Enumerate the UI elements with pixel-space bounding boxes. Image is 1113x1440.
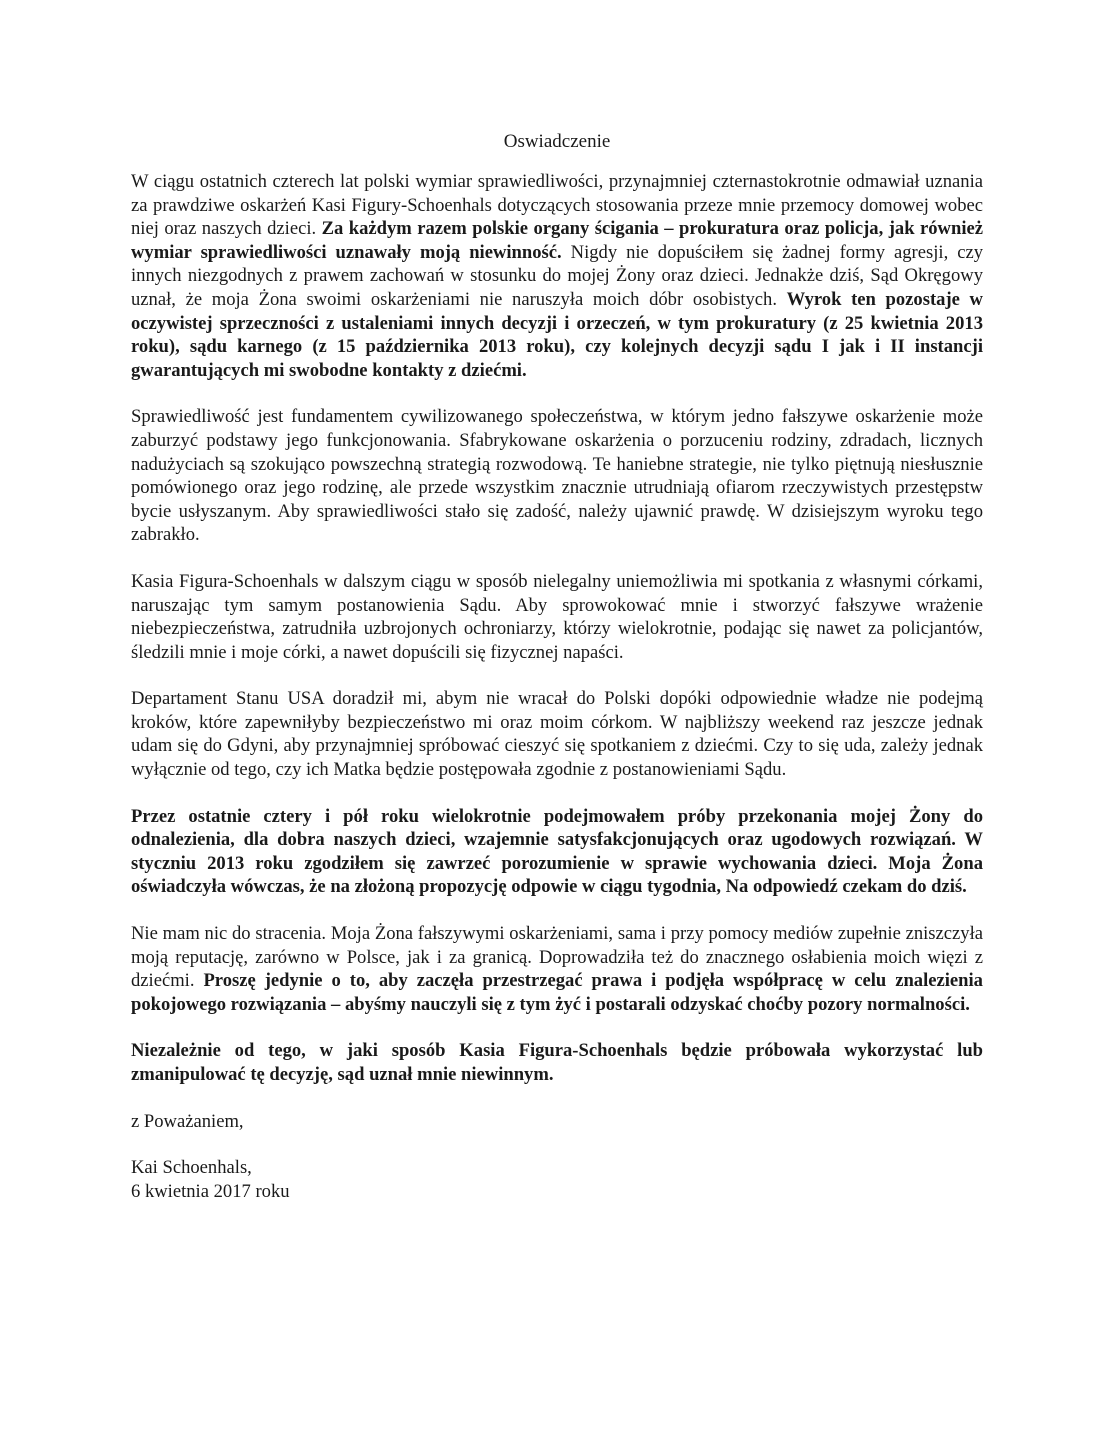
bold-text: Wyrok ten pozostaje w oczywistej sprzeczności z ustaleniami innych decyzji i orzeczeń, w tym prokuratury (z 25 kwietnia 2013 roku), sądu karnego (z 15 października 2013 roku), czy kolejnych decyzji sądu I jak i II instancji gwarantujących mi swobodne kontakty z dziećmi.	[131, 288, 983, 381]
paragraph-text: Departament Stanu USA doradził mi, abym nie wracał do Polski dopóki odpowiednie władze nie podejmą kroków, które zapewniłyby bezpieczeństwo mi oraz moim córkom. W najbliższy weekend raz jeszcze jednak udam się do Gdyni, aby przynajmniej spróbować cieszyć się spotkaniem z dziećmi. Czy to się uda, zależy jednak wyłącznie od tego, czy ich Matka będzie postępowała zgodnie z postanowieniami Sądu.	[131, 688, 983, 781]
paragraph-text: Nigdy nie dopuściłem się żadnej formy agresji, czy innych niezgodnych z prawem zachowań w stosunku do mojej Żony oraz dzieci. Jednakże dziś, Sąd Okręgowy uznał, że moja Żona swoimi oskarżeniami nie naruszyła moich dóbr osobistych.	[131, 241, 983, 310]
paragraph-7	[131, 1039, 983, 1086]
signature-name: Kai Schoenhals,	[131, 1157, 252, 1179]
letter	[131, 128, 983, 1203]
paragraph-text: Nie mam nic do stracenia. Moja Żona fałszywymi oskarżeniami, sama i przy pomocy mediów zupełnie zniszczyła moją reputację, zarówno w Polsce, jak i za granicą. Doprowadziła też do znacznego osłabienia moich więzi z dziećmi.	[131, 923, 983, 992]
paragraph-6	[131, 922, 983, 1016]
bold-text: Za każdym razem polskie organy ścigania – prokuratura oraz policja, jak również wymiar sprawiedliwości uznawały moją niewinność.	[131, 218, 983, 263]
paragraph-3	[131, 570, 983, 664]
bold-text: Niezależnie od tego, w jaki sposób Kasia Figura-Schoenhals będzie próbowała wykorzystać lub zmanipulować tę decyzję, sąd uznał mnie niewinnym.	[131, 1040, 983, 1085]
paragraph-1	[131, 170, 983, 382]
paragraph-text: Sprawiedliwość jest fundamentem cywilizowanego społeczeństwa, w którym jedno fałszywe oskarżenie może zaburzyć podstawy jego funkcjonowania. Sfabrykowane oskarżenia o porzuceniu rodziny, zdradach, licznych nadużyciach są szokująco powszechną strategią rozwodową. Te haniebne strategie, nie tylko piętnują niesłusznie pomówionego oraz jego rodzinę, ale przede wszystkim znacznie utrudniają ofiarom rzeczywistych przestępstw bycie usłyszanym. Aby sprawiedliwości stało się zadość, należy ujawnić prawdę. W dzisiejszym wyroku tego zabrakło.	[131, 406, 983, 546]
paragraph-text: Kasia Figura-Schoenhals w dalszym ciągu w sposób nielegalny uniemożliwia mi spotkania z własnymi córkami, naruszając tym samym postanowienia Sądu. Aby sprowokować mnie i stworzyć fałszywe wrażenie niebezpieczeństwa, zatrudniła uzbrojonych ochroniarzy, którzy wielokrotnie, podając się nawet za policjantów, śledzili mnie i moje córki, a nawet dopuścili się fizycznej napaści.	[131, 570, 983, 663]
paragraph-text: W ciągu ostatnich czterech lat polski wymiar sprawiedliwości, przynajmniej czternastokrotnie odmawiał uznania za prawdziwe oskarżeń Kasi Figury-Schoenhals dotyczących stosowania przeze mnie przemocy domowej wobec niej oraz naszych dzieci.	[131, 171, 983, 240]
document-title: Oswiadczenie	[503, 131, 611, 152]
bold-text: Przez ostatnie cztery i pół roku wielokrotnie podejmowałem próby przekonania mojej Żony do odnalezienia, dla dobra naszych dzieci, wzajemnie satysfakcjonujących oraz ugodowych rozwiązań. W styczniu 2013 roku zgodziłem się zawrzeć porozumienie w sprawie wychowania dzieci. Moja Żona oświadczyła wówczas, że na złożoną propozycję odpowie w ciągu tygodnia, Na odpowiedź czekam do dziś.	[131, 805, 983, 898]
signature-date: 6 kwietnia 2017 roku	[131, 1180, 290, 1202]
paragraph-4	[131, 687, 983, 781]
bold-text: Proszę jedynie o to, aby zaczęła przestrzegać prawa i podjęła współpracę w celu znalezienia pokojowego rozwiązania – abyśmy nauczyli się z tym żyć i postarali odzyskać choćby pozory normalności.	[131, 970, 983, 1015]
closing: z Poważaniem,	[131, 1110, 244, 1132]
paragraph-2	[131, 405, 983, 547]
paragraph-5	[131, 805, 983, 899]
